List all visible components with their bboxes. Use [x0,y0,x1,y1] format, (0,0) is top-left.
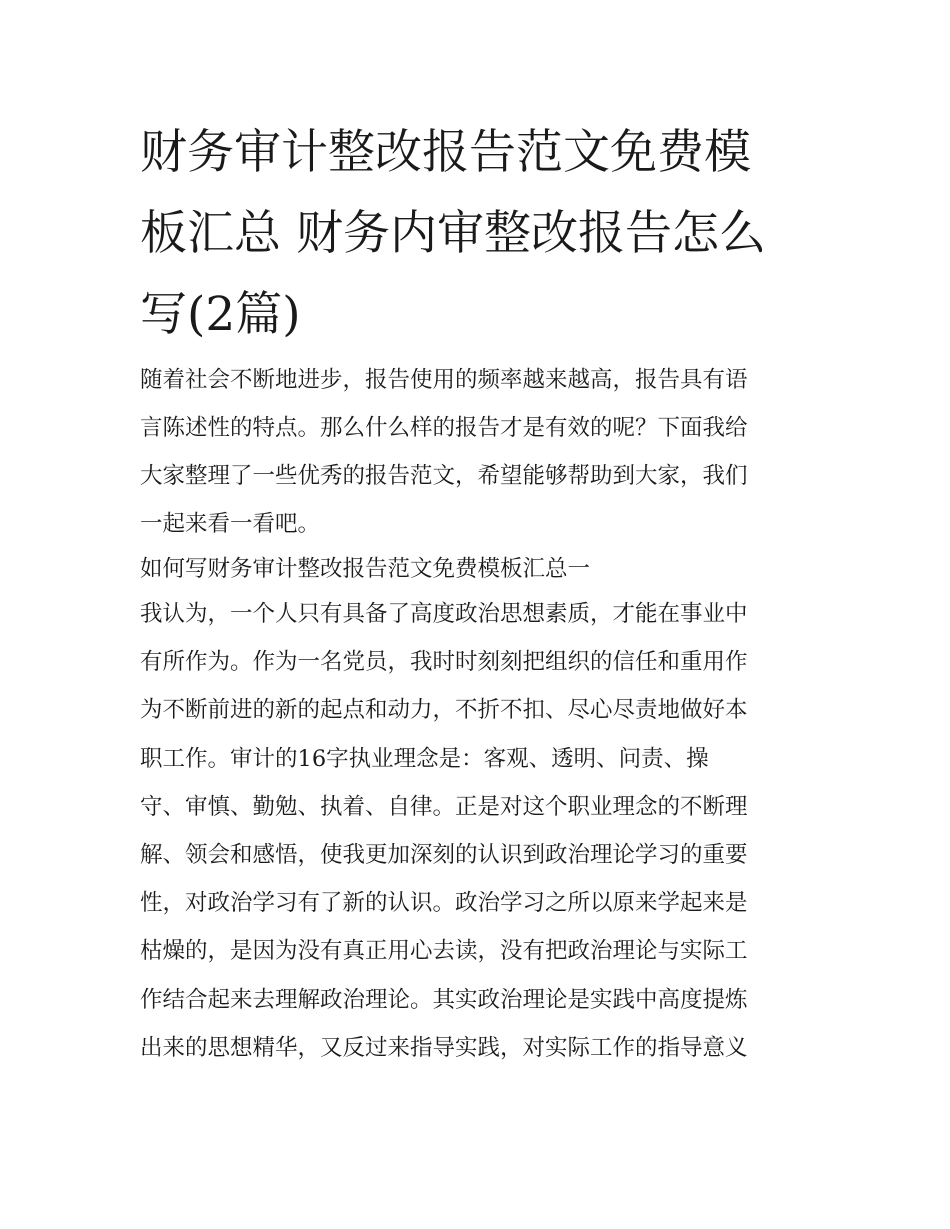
body-paragraph [140,590,820,1072]
text-line: 随着社会不断地进步，报告使用的频率越来越高，报告具有语 [140,367,748,393]
title-line: 写(2篇) [140,287,301,342]
document-title [140,112,820,355]
text-line: 一起来看一看吧。 [140,511,321,537]
text-line: 出来的思想精华，又反过来指导实践，对实际工作的指导意义 [140,1034,748,1061]
text-line: 作结合起来去理解政治理论。其实政治理论是实践中高度提炼 [140,986,748,1013]
title-line: 板汇总 财务内审整改报告怎么 [140,206,766,261]
text-line: 职工作。审计的16字执业理念是：客观、透明、问责、操 [140,745,709,772]
section-heading: 如何写财务审计整改报告范文免费模板汇总一 [140,556,591,582]
text-line: 我认为，一个人只有具备了高度政治思想素质，才能在事业中 [140,601,748,627]
intro-paragraph [140,356,820,548]
title-line: 财务审计整改报告范文免费模 [140,125,751,180]
text-line: 枯燥的，是因为没有真正用心去读，没有把政治理论与实际工 [140,938,748,965]
document-body [140,356,820,1072]
text-line: 言陈述性的特点。那么什么样的报告才是有效的呢？下面我给 [140,415,748,441]
text-line: 为不断前进的新的起点和动力，不折不扣、尽心尽责地做好本 [140,697,748,724]
text-line: 有所作为。作为一名党员，我时时刻刻把组织的信任和重用作 [140,649,748,676]
text-line: 守、审慎、勤勉、执着、自律。正是对这个职业理念的不断理 [140,793,748,820]
text-line: 解、领会和感悟，使我更加深刻的认识到政治理论学习的重要 [140,841,748,868]
text-line: 大家整理了一些优秀的报告范文，希望能够帮助到大家，我们 [140,463,748,489]
text-line: 性，对政治学习有了新的认识。政治学习之所以原来学起来是 [140,890,748,917]
